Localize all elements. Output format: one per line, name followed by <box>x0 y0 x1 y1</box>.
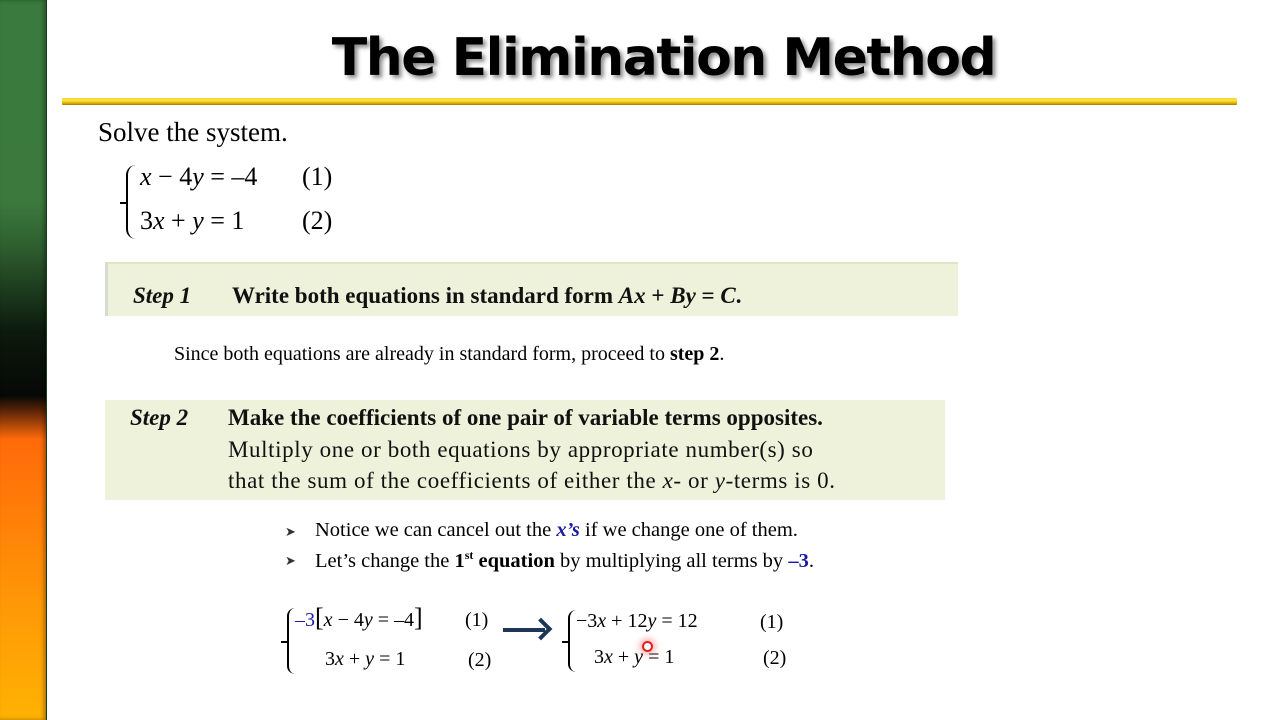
var-y: y <box>192 206 204 235</box>
step-2-heading: Make the coefficients of one pair of variable terms opposites. <box>228 405 823 430</box>
before-equation-1 <box>295 603 423 632</box>
right-bracket: ] <box>414 603 423 632</box>
left-brace-icon <box>287 608 295 674</box>
note-text: Since both equations are already in standard form, proceed to <box>174 343 670 365</box>
var-y: y <box>365 648 375 670</box>
bullet-highlight: x’s <box>556 519 580 541</box>
rhs: = 1 <box>374 648 406 670</box>
op: + 12 <box>606 610 648 632</box>
step-1-label: Step 1 <box>133 283 192 308</box>
var-x: x <box>604 646 613 668</box>
step-2-label: Step 2 <box>130 405 189 430</box>
line3-part-c: -terms is 0. <box>725 468 836 493</box>
bullet-bold-num: 1 <box>454 549 465 572</box>
formula-end: . <box>735 283 742 308</box>
before-equation-2 <box>325 648 405 671</box>
bullet-pre: Let’s change the <box>315 549 455 572</box>
bullet-mid: by multiplying all terms by <box>554 549 789 572</box>
left-bracket: [ <box>315 603 324 632</box>
decorative-side-bar <box>0 0 47 720</box>
rhs: = 1 <box>643 646 675 668</box>
step-1-box <box>105 262 958 316</box>
line3-y: y <box>714 468 726 493</box>
pointer-cursor-icon <box>642 641 653 652</box>
after-equation-1 <box>576 610 698 633</box>
multiplier: –3 <box>295 609 315 631</box>
line3-part-a: that the sum of the coefficients of either the <box>228 468 663 493</box>
formula-c: C <box>720 283 736 308</box>
coef: 3 <box>140 206 153 235</box>
left-brace-icon <box>568 610 576 672</box>
right-arrow-icon <box>503 628 545 632</box>
step-1-text <box>232 283 742 309</box>
rhs: = –4 <box>203 162 258 191</box>
after-equation-2 <box>594 646 674 669</box>
slide-title: The Elimination Method <box>331 28 996 88</box>
line3-x: x <box>662 468 674 493</box>
problem-prompt: Solve the system. <box>98 117 288 147</box>
var-y: y <box>192 162 204 191</box>
bullet-post: if we change one of them. <box>579 519 798 541</box>
before-eq-2-label: (2) <box>468 649 492 671</box>
bullet-bold-word: equation <box>473 549 555 572</box>
rhs: = 12 <box>656 610 698 632</box>
step-2-line-2: Multiply one or both equations by appropriate number(s) so <box>228 437 814 462</box>
standard-form-note <box>174 343 724 366</box>
chevron-right-icon: ➤ <box>285 553 296 568</box>
op: + <box>612 646 635 668</box>
formula-ax: Ax <box>618 283 646 308</box>
after-eq-1-label: (1) <box>760 611 784 633</box>
equation-1 <box>140 162 257 192</box>
formula-by: By <box>670 283 696 308</box>
bullet-text <box>315 519 798 542</box>
before-eq-1-label: (1) <box>465 609 489 631</box>
bullet-sup: st <box>464 548 474 562</box>
op: + <box>164 206 193 235</box>
chevron-right-icon: ➤ <box>285 524 296 539</box>
title-underline-rule <box>62 98 1237 105</box>
step-2-box <box>105 400 945 500</box>
bullet-pre: Notice we can cancel out the <box>315 519 557 541</box>
var-x: x <box>140 162 152 191</box>
step-2-line-3 <box>228 468 836 494</box>
equation-2 <box>140 206 244 236</box>
bullet-post: . <box>808 549 814 572</box>
equation-2-label: (2) <box>302 206 333 235</box>
note-bold: step 2 <box>669 343 720 365</box>
bullet-highlight: –3 <box>788 549 809 572</box>
op: − 4 <box>332 609 364 631</box>
after-eq-2-label: (2) <box>763 647 787 669</box>
term: − 4 <box>151 162 193 191</box>
var-x: x <box>323 609 333 631</box>
var-y: y <box>634 646 644 668</box>
coef: 3 <box>325 648 335 670</box>
note-end: . <box>719 343 725 365</box>
coef: 3 <box>594 646 604 668</box>
left-brace-icon <box>126 165 136 239</box>
var-y: y <box>363 609 373 631</box>
equation-1-label: (1) <box>302 162 333 191</box>
bullet-text <box>315 548 814 573</box>
rhs: = 1 <box>203 206 245 235</box>
step-1-desc: Write both equations in standard form <box>232 283 619 308</box>
op: + <box>343 648 366 670</box>
coef: −3 <box>576 610 598 632</box>
var-x: x <box>335 648 344 670</box>
var-y: y <box>647 610 657 632</box>
formula-plus: + <box>645 283 671 308</box>
var-x: x <box>597 610 607 632</box>
rhs: = –4 <box>372 609 415 631</box>
line3-part-b: - or <box>673 468 715 493</box>
formula-eq: = <box>695 283 721 308</box>
var-x: x <box>153 206 165 235</box>
